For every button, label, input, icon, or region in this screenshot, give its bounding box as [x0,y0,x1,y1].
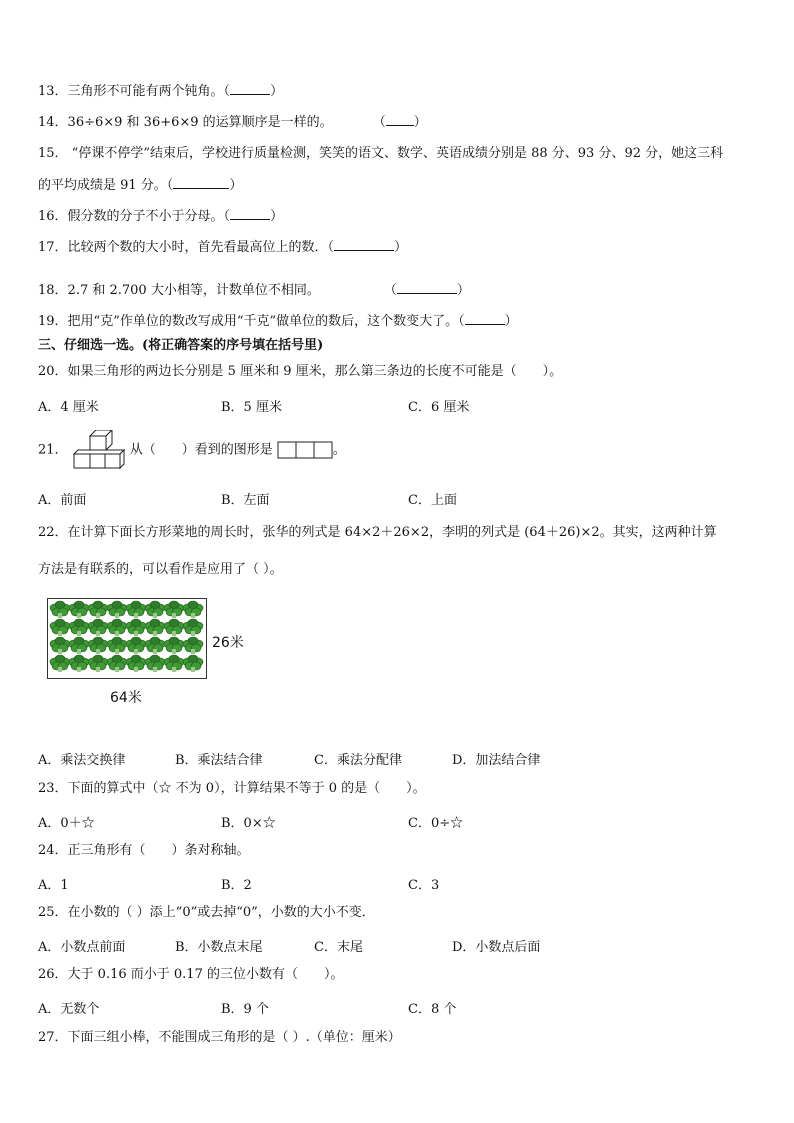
vegetable-plant [126,619,146,636]
vegetable-plant [107,601,127,618]
vegetable-plant [69,655,89,672]
question-19: 19．把用“克”作单位的数改写成用“千克”做单位的数后，这个数变大了。（ ） [38,314,518,329]
answer-blank[interactable] [386,113,414,126]
option-c[interactable]: C．上面 [408,493,457,508]
question-number: 14． [38,115,68,130]
vegetable-plant [69,619,89,636]
answer-blank[interactable] [230,207,270,220]
question-text: 下面三组小棒，不能围成三角形的是（ ）.（单位：厘米） [67,1030,401,1045]
question-16: 16．假分数的分子不小于分母。（ ） [38,209,284,224]
question-text: 把用“克”作单位的数改写成用“千克”做单位的数后，这个数变大了。（ [67,314,465,329]
question-text: 方法是有联系的，可以看作是应用了（ ）。 [38,562,283,577]
bottom-length-label: 64米 [110,690,142,706]
vegetable-plant [145,637,165,654]
option-d[interactable]: D．加法结合律 [452,753,541,768]
question-text: 如果三角形的两边长分别是 5 厘米和 9 厘米，那么第三条边的长度不可能是（ ）。 [67,364,563,379]
vegetable-plant [145,601,165,618]
vegetable-plant [107,619,127,636]
vegetable-plant [50,637,70,654]
vegetable-plant [164,637,184,654]
question-26 [38,966,343,984]
option-c[interactable]: C．0÷☆ [408,816,464,831]
vegetable-plant [107,655,127,672]
question-number: 21． [38,442,68,458]
question-text: 下面的算式中（☆ 不为 0），计算结果不等于 0 的是（ ）。 [67,781,426,796]
option-d[interactable]: D．小数点后面 [452,940,541,955]
question-18: 18．2.7 和 2.700 大小相等，计数单位不相同。 （ ） [38,283,470,298]
vegetable-plant [69,601,89,618]
question-25 [38,904,375,922]
option-c[interactable]: C．8 个 [408,1002,457,1017]
question-number: 25． [38,905,68,920]
vegetable-plant [88,637,108,654]
vegetable-plant [145,619,165,636]
answer-blank[interactable] [465,312,505,325]
question-text: 正三角形有（ ）条对称轴。 [67,843,250,858]
option-b[interactable]: B．2 [221,878,252,893]
option-c[interactable]: C．3 [408,878,440,893]
vegetable-plant [126,655,146,672]
vegetable-plant [183,655,203,672]
question-17: 17．比较两个数的大小时，首先看最高位上的数．（ ） [38,240,408,255]
question-number: 20． [38,364,68,379]
question-22-cont [38,561,283,579]
option-b[interactable]: B．小数点末尾 [175,940,263,955]
option-a[interactable]: A．0＋☆ [38,816,95,831]
question-number: 18． [38,283,68,298]
question-text: 36÷6×9 和 36+6×9 的运算顺序是一样的。 [67,115,333,130]
vegetable-plant [50,619,70,636]
question-number: 13． [38,84,68,99]
answer-blank[interactable] [173,176,229,189]
vegetable-field-figure [47,598,207,679]
question-text: “停课不停学”结束后，学校进行质量检测，笑笑的语文、数学、英语成绩分别是 88 分、93 分、92 分，她这三科 [67,146,724,161]
answer-blank[interactable] [334,238,394,251]
vegetable-plant [50,601,70,618]
vegetable-plant [183,619,203,636]
option-c[interactable]: C．乘法分配律 [314,753,402,768]
vegetable-plant [50,655,70,672]
section-heading: 三、仔细选一选。(将正确答案的序号填在括号里) [38,338,324,353]
option-a[interactable]: A．1 [38,878,69,893]
question-number: 15． [38,146,68,161]
vegetable-plant [88,601,108,618]
question-21: 21． 从（ ）看到的图形是 。 [38,430,346,471]
question-text: 在小数的（ ）添上“0”或去掉“0”，小数的大小不变． [67,905,375,920]
side-length-label: 26米 [212,635,244,651]
vegetable-plant [183,637,203,654]
option-b[interactable]: B．左面 [221,493,270,508]
vegetable-plant [164,655,184,672]
vegetable-plant [164,619,184,636]
vegetable-plant [126,601,146,618]
vegetable-plant [183,601,203,618]
question-text: 2.7 和 2.700 大小相等，计数单位不相同。 [67,283,320,298]
option-a[interactable]: A．前面 [38,493,87,508]
question-text: 从（ ）看到的图形是 [129,442,273,458]
option-a[interactable]: A．小数点前面 [38,940,126,955]
question-13: 13．三角形不可能有两个钝角。（ ） [38,84,284,99]
question-23 [38,780,426,798]
option-c[interactable]: C．6 厘米 [408,400,470,415]
answer-blank[interactable] [230,82,270,95]
option-a[interactable]: A．无数个 [38,1002,100,1017]
answer-blank[interactable] [397,281,457,294]
question-24 [38,842,250,860]
vegetable-plant [145,655,165,672]
vegetable-plant [69,637,89,654]
question-text: 三角形不可能有两个钝角。（ [67,84,231,99]
option-c[interactable]: C．末尾 [314,940,363,955]
question-15 [38,145,723,163]
vegetable-plant [107,637,127,654]
question-number: 26． [38,967,68,982]
question-number: 19． [38,314,68,329]
option-b[interactable]: B．5 厘米 [221,400,282,415]
question-15-cont: 的平均成绩是 91 分。（ ） [38,178,243,193]
question-20 [38,363,562,381]
question-number: 16． [38,209,68,224]
question-number: 17． [38,240,68,255]
question-text: 假分数的分子不小于分母。（ [67,209,231,224]
question-number: 27． [38,1030,68,1045]
cube-stack-figure [72,430,130,470]
question-number: 22． [38,525,68,540]
question-text: 在计算下面长方形菜地的周长时，张华的列式是 64×2＋26×2，李明的列式是 (64＋26)×2。其实，这两种计算 [67,525,717,540]
question-14: 14．36÷6×9 和 36+6×9 的运算顺序是一样的。 （ ） [38,115,427,130]
option-b[interactable]: B．0×☆ [221,816,276,831]
question-text: 大于 0.16 而小于 0.17 的三位小数有（ ）。 [67,967,344,982]
option-b[interactable]: B．9 个 [221,1002,269,1017]
vegetable-plant [88,655,108,672]
vegetable-plant [126,637,146,654]
option-a[interactable]: A．乘法交换律 [38,753,126,768]
vegetable-plants [48,599,206,678]
option-a[interactable]: A．4 厘米 [38,400,99,415]
option-b[interactable]: B．乘法结合律 [175,753,263,768]
question-number: 24． [38,843,68,858]
question-22 [38,524,717,542]
vegetable-plant [164,601,184,618]
question-number: 23． [38,781,68,796]
view-squares-figure [277,440,333,460]
question-27 [38,1029,401,1047]
question-text: 比较两个数的大小时，首先看最高位上的数．（ [67,240,335,255]
question-text: 的平均成绩是 91 分。（ [38,178,174,193]
vegetable-plant [88,619,108,636]
